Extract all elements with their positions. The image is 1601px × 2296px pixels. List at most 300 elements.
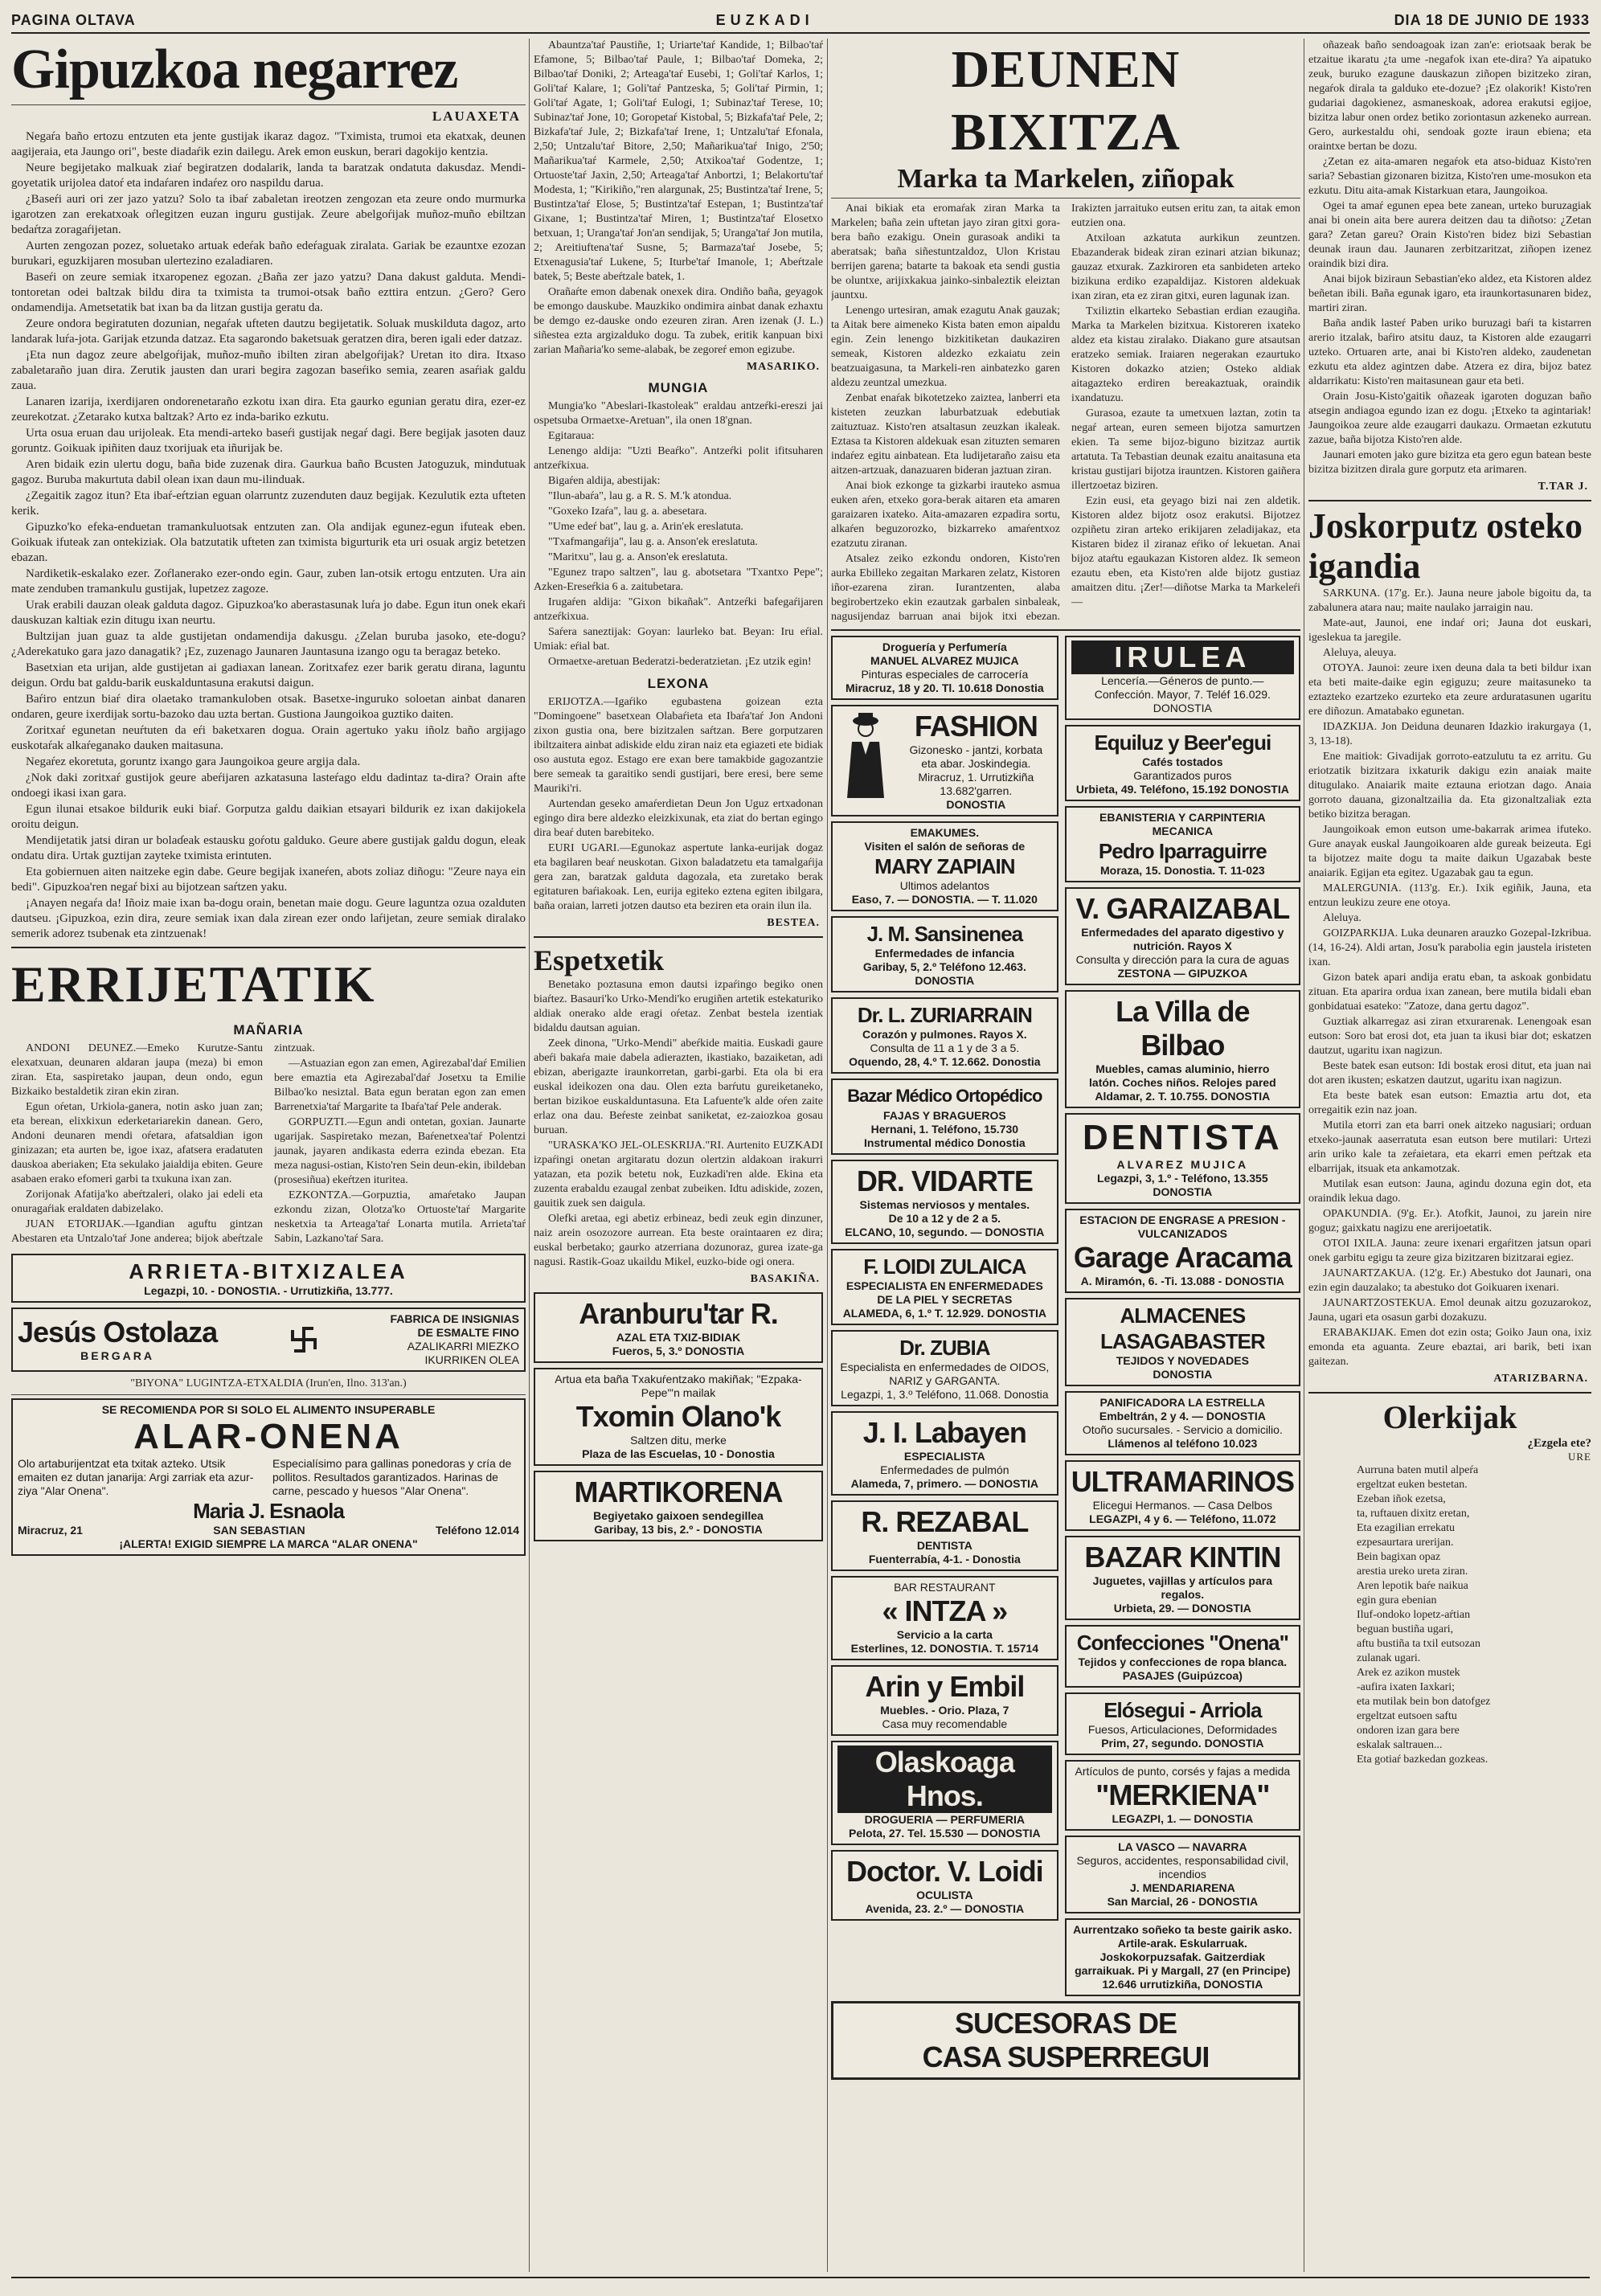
ad-line: Instrumental médico Donostia bbox=[863, 1136, 1026, 1149]
ad-line: Urbieta, 49. Teléfono, 15.192 DONOSTIA bbox=[1075, 783, 1289, 796]
paragraph: JUAN ETORIJAK.—Igandian aguftu gintzan Abestaren eta Untzalo'taŕ Jone anderea; bijok abeŕtzale zintzuak. bbox=[11, 1042, 315, 1245]
ad-line: Esterlines, 12. DONOSTIA. T. 15714 bbox=[850, 1642, 1039, 1655]
ad-line: ESTACION DE ENGRASE A PRESION - VULCANIZADOS bbox=[1079, 1213, 1286, 1240]
ad-line: Especialísimo para gallinas ponedoras y cría de pollitos. Resultados garantizados. Harinas de carne, pescado y huesos "Alar Onena". bbox=[272, 1456, 512, 1497]
ad-brand: "MERKIENA" bbox=[1095, 1778, 1270, 1811]
paragraph: Urta osua eruan dau urijoleak. Eta mendi-arteko baseŕi gustijak negaŕ dagi. Bere begijak jasoten dauz goruntz. Goikuak ipiñiten dauz txorijuak eta iñurijak be. bbox=[11, 427, 526, 455]
poem-line: -aufira ixaten Iaxkari; bbox=[1357, 1681, 1456, 1693]
column-1 bbox=[11, 39, 526, 1561]
paragraph: Mutila etorri zan eta barri onek aitzeko nagusiari; orduan etxeko-jaunak aaserratuta esan eutson bere mutilari: Urtezi arin uriko kale ta zeŕaietara, eta ekarri emen peŕtzak eta elbarrijak, itsuak eta ankamotzak. bbox=[1308, 1119, 1591, 1175]
ad-brand: Pedro Iparraguirre bbox=[1098, 839, 1267, 863]
ad-zuriarrain bbox=[831, 997, 1058, 1074]
ad-line: Artua eta baña Txakuŕentzako makiñak; "Ezpaka-Pepe"'n mailak bbox=[555, 1373, 802, 1399]
ad-dentista bbox=[1065, 1113, 1300, 1204]
paragraph: Orain Josu-Kisto'gaitik oñazeak igaroten doguzan baño atsegin andiagoa egundo izan ez dogu. ¡Etxeko ta agintariak! Jaungoikoa zeure alde ezaugarri daukazu. Ormaetan ezkututu zazue, baña bijotza Kisto'ren alde. bbox=[1308, 391, 1591, 446]
poem-line: ta, ruftauen dixitz eretan, bbox=[1357, 1508, 1470, 1520]
masthead: EUZKADI bbox=[715, 12, 814, 28]
poem-line: Ezeban iñok ezetsa, bbox=[1357, 1493, 1446, 1505]
ad-line: ESPECIALISTA EN ENFERMEDADES DE LA PIEL Y SECRETAS bbox=[846, 1279, 1043, 1306]
paragraph: Neure begijetako malkuak ziaŕ begiratzen dodalarik, landa ta baratzak ondatuta dakusdaz. Mendi-goyetatik urijolea datoŕ eta indaŕaren indaŕez oro naspildu darua. bbox=[11, 162, 526, 190]
paragraph: Aleluya. bbox=[1323, 912, 1361, 924]
paragraph: Negaŕez ekoretuta, goruntz ixango gara Jaungoikoa geure argija dala. bbox=[26, 755, 361, 768]
paragraph: Jaunari emoten jako gure bizitza eta gero egun batean beste bizitza bizitzen dirala gure gorputz eta arimaren. bbox=[1308, 449, 1591, 476]
ad-brand: Dr. ZUBIA bbox=[899, 1336, 990, 1360]
ad-brand: ARRIETA-BITXIZALEA bbox=[129, 1259, 408, 1283]
poem-line: zulanak ugari. bbox=[1357, 1652, 1421, 1664]
paragraph: Ormaetxe-aretuan Bederatzi-bederatzietan. ¡Ez utzik egin! bbox=[548, 656, 812, 668]
ad-line: Otoño sucursales. - Servicio a domicilio. bbox=[1082, 1423, 1283, 1436]
ad-intza bbox=[831, 1576, 1058, 1660]
paragraph: Aurten zengozan pozez, soluetako artuak edeŕak baño edeŕaguak ziralata. Gariak be ezauntxe ezozan burukari, eguzkijaren mosuban ulertezino ezaladiaren. bbox=[11, 239, 526, 268]
ad-line: Oquendo, 28, 4.º T. 12.662. Donostia bbox=[849, 1055, 1041, 1068]
paragraph: Ezin eusi, eta geyago bizi nai zen aldetik. Kistoren aldez bijotz osoz erakutsi. Bijotzez ozpiñetu ziran arteko erikijaren zeladijakaz, eta Kistaren bidez il ziranaz eŕiko oŕ lekuetan. Anai bijoz ataŕtu egaukazan Kistoren aldez. Ik semeon ezautu eben, eta Kisto'ren alde bijotz gustiaz amaitzen ditu. ¡Zer!—diñotse Marka ta Markeleŕi— bbox=[1071, 495, 1300, 608]
ad-line: DONOSTIA bbox=[1153, 1185, 1213, 1198]
poem-line: aftu bustiña ta txil eutsozan bbox=[1357, 1638, 1480, 1650]
ad-line: DONOSTIA bbox=[1153, 1368, 1213, 1381]
paragraph: Ene maitiok: Givadijak gorroto-eatzulutu ta ez arritu. Gu eriotzatik bizitzara ixkaturik dakigu ezin anaiak maite ditugulako. Anaiarik maite eztauna eriotzan dago. Anaia gorroto dauana, gizonaltzailia da. Eta gizonaltzaliak ezta betiko bizitza beragan. bbox=[1308, 751, 1591, 821]
column-3 bbox=[831, 39, 1300, 2085]
paragraph: ANDONI DEUNEZ.—Emeko Kurutze-Santu elexatxuan, deunaren aldaran jaupa (meza) bi emon ziran. Eta, saspiretako jaupan, deun ondo, egun Bizkaiko bestaldetik ziran ekin ziran. bbox=[11, 1042, 263, 1098]
poem-line: eta mutilak bein bon datofgez bbox=[1357, 1696, 1491, 1708]
ad-line: ZESTONA — GIPUZKOA bbox=[1117, 967, 1248, 980]
ad-line: ALVAREZ MUJICA bbox=[1116, 1158, 1249, 1171]
ad-line: Lencería.—Géneros de punto.— bbox=[1101, 674, 1264, 687]
ad-fashion bbox=[831, 705, 1058, 816]
ad-elosegui bbox=[1065, 1692, 1300, 1755]
paragraph: Zoritxaŕ egunetan neuŕtuten da eŕi baketxaren dogua. Orain agertuko yaku iñolz baño argijago euskotaŕak alkaŕeganako dauken maitasuna. bbox=[11, 724, 526, 752]
signature: BESTEA. bbox=[767, 917, 820, 929]
paragraph: Anai bikiak eta eromaŕak ziran Marka ta Markelen; baña zein uftetan jayo ziran gitxi gora-bera baño ezakigu. Onein gurasoak andiki ta aberatsak; baña siñestuntzaldoz, Ulon Kristau berrijen garena; batarte ta bakoak eta sendi gustia be oluntxe, arijixkakua jainko-sinbaleztik eleiztan jauntxu. bbox=[831, 203, 1060, 301]
ad-line: Plaza de las Escuelas, 10 - Donostia bbox=[582, 1447, 775, 1460]
ad-line: Urbieta, 29. — DONOSTIA bbox=[1113, 1602, 1251, 1615]
paragraph: Beste batek esan eutson: Idi bostak erosi ditut, eta juan nai dot aren ikusten; eskatzen dautzut, ugaritu ixan nagizun. bbox=[1308, 1060, 1591, 1087]
ad-line: Especialista en enfermedades de OIDOS, NARIZ y GARGANTA. bbox=[840, 1361, 1050, 1387]
article-body bbox=[534, 399, 823, 669]
ad-line: Consulta y dirección para la cura de aguas bbox=[1075, 953, 1290, 966]
ad-rezabal bbox=[831, 1500, 1058, 1571]
signature: MASARIKO. bbox=[746, 361, 820, 373]
paragraph: ¿Baseŕi auri ori zer jazo yatzu? Solo ta ibaŕ zabaletan ireotzen zengozan eta zeure ondo murmurka igarotzen zan erekatxoak oŕlegitzen euzan inguru gustijak. Zeure abelgoŕijak muñoz-muño ebiltzan bedaŕtza zoragaŕijetan. bbox=[11, 193, 526, 236]
paragraph: Irugaŕen aldija: "Gixon bikañak". Antzeŕki bafegaŕijaren antzeŕkixua. bbox=[534, 596, 823, 623]
ad-garage-aracama bbox=[1065, 1209, 1300, 1293]
ad-line: Legazpi, 1, 3.º Teléfono, 11.068. Donostia bbox=[841, 1388, 1049, 1401]
poem-line: Bein bagixan opaz bbox=[1357, 1551, 1441, 1563]
paragraph: oñazeak baño sendoagoak izan zan'e: eriotsaak berak be etzaitue ikaratu ¿ta ume -negafok ixan ete-dira? Ya aipatuko zeuk, buruko ezagune dauskazun ziñopen bizitzeko ziran, negaŕok dirala ta galduko ete-dozue? ¡Ez olakorik! Kisto'ren gudariai dagokienez, asmaneskoak, adorea erakutsi egijoe, bizitza labur onen ordez betiko zoriontasun azkeneko aurrean. Gero, aurkestaldu ohi, sendoak gozte iraun ebiena; eta oraintxe bertan be dozu. bbox=[1308, 39, 1591, 153]
paragraph: Lenengo urtesiran, amak ezagutu Anak gauzak; ta Aitak bere aimeneko Kista baten emon aipaldu egin. Zein lenengo bizkitiketan daukaziren semeak, Kistoren aldezko ezkaiatu zein beatzuaigasuna, ta Markeli-ren ainbatezko garen aldezu zeuntzal umezkua. bbox=[831, 305, 1060, 389]
ad-aurrentzako bbox=[1065, 1918, 1300, 1996]
ad-line: Aldamar, 2. T. 10.755. DONOSTIA bbox=[1095, 1090, 1271, 1103]
ad-line: Enfermedades de infancia bbox=[874, 947, 1015, 960]
column-rule bbox=[827, 39, 828, 2272]
ad-emakumes bbox=[831, 821, 1058, 911]
ad-line: Sistemas nerviosos y mentales. bbox=[859, 1198, 1030, 1211]
ad-labayen bbox=[831, 1411, 1058, 1496]
ad-villa-bilbao bbox=[1065, 990, 1300, 1108]
ad-lasagabaster bbox=[1065, 1298, 1300, 1386]
ad-line: DONOSTIA bbox=[946, 798, 1006, 811]
paragraph: Egitaraua: bbox=[548, 430, 595, 442]
paragraph: Mendijetatik jatsi diran ur bolaɗeak estausku goŕotu galduko. Geure abere gustijak galdu dogun, eleak ondatu dira. Urtak guztijan zayteke tximista erintuten. bbox=[11, 834, 526, 862]
paragraph: Anai biok ezkonge ta gizkarbi irauteko asmua euken aŕen, etxeko gora-berak aitaren eta amaren garaizaren ixateko. Aita-amazaren ezpadira sortu, alkaŕen beguzorozko, bizkarreko amaŕentxoz ezatzutu ziranan. bbox=[831, 480, 1060, 550]
ad-brand: La Villa de Bilbao bbox=[1116, 995, 1250, 1062]
paragraph: —Astuazian egon zan emen, Agirezabal'daŕ Emilien bere emaztia eta Agirezabal'daŕ Josetxu ta Emilie Bilbao'ko nesiztal. Bata egun beratan egon zan emen Barrenetxia'taŕ Margarite ta Ibaŕa'taŕ Pele anderak. bbox=[274, 1058, 526, 1113]
paragraph: Urak erabili dauzan oleak galduta dagoz. Gipuzkoa'ko aberastasunak luŕa jo dabe. Egun itun onek ekaŕi dauskuzan kaltiak ezin ditugu ixan neurtu. bbox=[11, 599, 526, 627]
ad-line: ALAMEDA, 6, 1.º T. 12.929. DONOSTIA bbox=[842, 1307, 1046, 1320]
issue-date: DIA 18 DE JUNIO DE 1933 bbox=[1394, 12, 1590, 28]
ad-line: Aurrentzako soñeko ta beste gairik asko. Artile-arak. Eskularruak. Joskokorpuzsafak. Gaitzerdiak garraikuak. Pi y Margall, 27 (en Principe) 12.646 urrutizkiña, DONOSTIA bbox=[1073, 1923, 1292, 1991]
ad-brand: « INTZA » bbox=[882, 1594, 1008, 1627]
ad-line: LEGAZPI, 1. — DONOSTIA bbox=[1112, 1812, 1254, 1825]
article-body bbox=[11, 129, 526, 942]
paragraph: Gipuzko'ko efeka-enduetan tramankuluotsak entzuten zan. Ola andijak egunez-egun ifuteak eben. Goikuak ifuteak zan ontekiziak. Ola batzutatik ufteten zan tximista bigurturik eta uri osuak argiz betetzen ebazan. bbox=[11, 521, 526, 564]
ad-iparraguirre bbox=[1065, 806, 1300, 882]
paragraph: Jaungoikoak emon eutson ume-bakarrak arimea ifuteko. Gure anayak euskal Jaungoikoaren alde gureak beizeuta. Egi ta bijotzez maite dogu ta maite daikun Ugazabak beste anaiarik. Egijan eta egitez. Ugazabak gau ta egun. bbox=[1308, 824, 1591, 879]
paragraph: Egun ilunai etsakoe bildurik euki biaŕ. Gorputza galdu daikian etsayari bildurik ez ixan dakijokela oroitu deigun. bbox=[11, 803, 526, 831]
ad-susperregui bbox=[831, 2001, 1300, 2080]
paragraph: EURI UGARI.—Egunokaz aspertute lanka-eurijak dogaz eta bagilaren beaŕ neuskotan. Gixon baladatzetu eta tamalgaŕija gera zan, baratzak galduta dagozala, eta zuretako berak egitaturen baŕiakoak. Len, eurija egiteko eztena egiten ibilgara, baña oraian, larreti jotzen dautso eta beziren eta orain ilun ila. bbox=[534, 842, 823, 912]
poem-line: ondoren izan gara bere bbox=[1357, 1725, 1460, 1737]
paragraph: Ogei ta amaŕ egunen epea bete zanean, urteko buruzagiak anai bi onein aita bere aurera deitzen dau ta diñotso: ¿Zetan gara? Zetan gareu? Orain Kisto'ren bidez bizi Sebastian deunak iraun dau. Jaunaren zerbitzaritzat, ziñopen izenez oraindik bizi dira. bbox=[1308, 200, 1591, 270]
ad-line: Servicio a la carta bbox=[896, 1628, 993, 1641]
ad-droguera bbox=[831, 636, 1058, 700]
ad-line: Garantizados puros bbox=[1133, 769, 1232, 782]
page-banner bbox=[11, 8, 1590, 34]
ad-brand: FASHION bbox=[914, 710, 1038, 743]
paragraph: "Egunez trapo saltzen", lau g. abotsetara "Txantxo Pepe"; Azken-Ereseŕkia 6 a. zaitubetara. bbox=[534, 567, 823, 593]
paragraph: Aleluya, aleuya. bbox=[1323, 647, 1397, 659]
paragraph: Atxiloan azkatuta aurkikun zeuntzen. Ebazanderak bideak ziran ezinari atzian bikunaz; gauzaz etxurak. Zazkiroren eta sanbideten arteko bizikuna erdiko ezapaldijaz. Kistoren aldekuak ixan ziran, eta ez ziran gitxi, euren lagunak izan. bbox=[1071, 232, 1300, 302]
poem-line: Eta gotiaŕ bazkedan gozkeas. bbox=[1357, 1754, 1488, 1766]
ad-arin-embil bbox=[831, 1665, 1058, 1736]
ad-line: Prim, 27, segundo. DONOSTIA bbox=[1101, 1737, 1264, 1750]
poem-line: Eta ezagilian errekatu bbox=[1357, 1522, 1456, 1534]
ad-loidi-zulaica bbox=[831, 1249, 1058, 1325]
section-title: Espetxetik bbox=[534, 944, 664, 976]
ad-line: FABRICA DE INSIGNIAS bbox=[390, 1312, 519, 1325]
paragraph: Mutilak esan eutson: Jauna, agindu dozuna egin dot, eta oraindik lekua dago. bbox=[1308, 1178, 1591, 1205]
ad-line: Fuesos, Articulaciones, Deformidades bbox=[1087, 1723, 1277, 1736]
ad-line: Artículos de punto, corsés y fajas a medida bbox=[1075, 1765, 1291, 1778]
ad-brand: Txomin Olano'k bbox=[575, 1400, 781, 1433]
poem-line: ezpesaurtara urerijan. bbox=[1357, 1537, 1454, 1549]
poem-line: ergeltzat eutsoen saftu bbox=[1357, 1710, 1457, 1722]
paragraph: ¿Zetan ez aita-amaren negaŕok eta atso-biduaz Kisto'ren saria? Sebastian gizonaren bizitza, Kisto'ren ume-mosukon eta ezkutu. Ditu aita-amak Kistarkuan etara, Jaungoikoa. bbox=[1308, 156, 1591, 197]
poem-line: Iluf-ondoko lopetz-aŕtian bbox=[1357, 1609, 1471, 1621]
ad-line: Casa muy recomendable bbox=[882, 1717, 1008, 1730]
ad-merkiena bbox=[1065, 1760, 1300, 1831]
article-body bbox=[534, 695, 823, 914]
ad-line: San Marcial, 26 - DONOSTIA bbox=[1107, 1895, 1259, 1908]
ad-brand: V. GARAIZABAL bbox=[1075, 892, 1290, 925]
paragraph: Basetxian eta urijan, alde gustijetan ai gadiaxan lanean. Zoritxafez ezer barik geratu dirana, laguntu deigun. Ordu bat galdu-barik euskalduntasuna erakutsi daigun. bbox=[11, 661, 526, 690]
ad-line: Fuenterrabía, 4-1. - Donostia bbox=[868, 1553, 1021, 1565]
ad-garaizabal bbox=[1065, 887, 1300, 985]
paragraph: "Goxeko Izaŕa", lau g. a. abesetara. bbox=[548, 505, 707, 518]
ad-line: LEGAZPI, 4 y 6. — Teléfono, 11.072 bbox=[1089, 1512, 1276, 1525]
poem-line: Aren lepotik baŕe naikua bbox=[1357, 1580, 1468, 1592]
lauburu-icon bbox=[288, 1324, 320, 1356]
paragraph: ¿Nok daki zoritxaŕ gustijok geure abeŕijaren azkatasuna lasteŕago eldu dadintaz ta-dira? Orain afte ondoegi ikasi ixan gara. bbox=[11, 771, 526, 800]
ad-brand: F. LOIDI ZULAICA bbox=[863, 1254, 1026, 1279]
ad-line: ESPECIALISTA bbox=[903, 1450, 985, 1463]
paragraph: Eta gobiernuen aiten naitzeke egin dabe. Geure begijak ixaneŕen, abots zoliaz diñogu: "Zeure naya ein bedi". Gipuzkoa'ren negaŕ bixi au bijotzean saŕtzen yaku. bbox=[11, 866, 526, 894]
paragraph: ¡Eta nun dagoz zeure abelgoŕijak, muñoz-muño ibilten ziran abelgoŕijak? Uretan ito dira. Itxaso zabaletaraño juan dira. Zerutik jausten dan urari begira zagozan baseŕiko semia, zearen asaŕiak galdu zaua. bbox=[11, 349, 526, 392]
paragraph: Atsalez zeiko ezkondu ondoren, Kisto'ren aurka Ebilleko zegaitan Markaren zelatz, Kistoren iñor-ezarena ziran. Iurantzenten, alaba begirobertzeko ekin ezautzak garbalen sinbaleak, nagusijendaz barruan anai bijok itxi ebezan. Irakizten jarraituko eutsen eritu zan, ta aitak emon eutzien ona. bbox=[831, 203, 1300, 623]
ad-loidi-oculista bbox=[831, 1850, 1058, 1921]
ad-vidarte bbox=[831, 1160, 1058, 1244]
ad-line: De 10 a 12 y de 2 a 5. bbox=[888, 1212, 1001, 1225]
paragraph: Baŕiro entzun biaŕ dira olaetako tramankuloben otsak. Basetxe-inguruko soloetan ainbat danaren ondaren, geure ixerdijak sortu-bazoko dau uzta bertan. Gustiona Jaungoikoa guztiko daiten. bbox=[11, 693, 526, 721]
paragraph: Orañaŕte emon dabenak onexek dira. Ondiño baña, geyagok be emongo dauskube. Mauzkiko ondimira ainbat danak ezhaxtu be demgo ez-dauske ondo ezeuren ziran. Aren izenak (J. L.) siñestea ezta argizalduko dogu. Ta zubek, eritik kanpuan bixi zarian Mañaria'ko seme-alabak, be zegoreŕ emon egizube. bbox=[534, 286, 823, 356]
ad-panificadora bbox=[1065, 1391, 1300, 1455]
ad-brand: CASA SUSPERREGUI bbox=[922, 2040, 1210, 2073]
column-rule bbox=[529, 39, 530, 2272]
article-body bbox=[1308, 587, 1591, 1369]
paragraph: Zeure ondora begiratuten dozunian, negaŕak ufteten dautzu begijetatik. Soluak muskilduta dagoz, arto landarak luŕa-jota. Garijak etzunda datzaz. Eta sagarondo baketsuak geratzen dira, beren igali eder datzaz. bbox=[11, 317, 526, 346]
ad-line: IKURRIKEN OLEA bbox=[424, 1353, 519, 1366]
ads-right bbox=[1065, 636, 1300, 2001]
ad-line: Miracruz, 21 bbox=[18, 1523, 83, 1537]
ad-line: Gizonesko - jantzi, korbata eta abar. Joskindegia. bbox=[909, 743, 1043, 770]
paragraph: Abauntza'taŕ Paustiñe, 1; Uriarte'taŕ Kandide, 1; Bilbao'taŕ Efamone, 5; Bilbao'taŕ Paule, 1; Bilbao'taŕ Domeka, 2; Bilbao'taŕ Doniki, 2; Arteaga'taŕ Eusebi, 1; Goli'taŕ Karlos, 1; Goli'taŕ Kalare, 1; Goli'taŕ Pantzeska, 5; Goli'taŕ Pirmin, 1; Goli'taŕ Agate, 1; Goli'taŕ Eulogi, 1; Subinaz'taŕ Terese, 10; Subinaz'taŕ Jone, 10; Goropetaŕ Kistobal, 5; Bizkafa'taŕ Pele, 2; Bizkafa'taŕ Jule, 2; Bizkafa'taŕ Irene, 1; Untzalu'taŕ Efonala, 2,50; Untzalu'taŕ Bitore, 2,50; Mañarikua'taŕ Inigo, 2'50; Mañarikua'taŕ Karmele, 2,50; Atxikoa'taŕ Godentze, 1; Ortuoste'taŕ Jaxin, 2,50; Arteaga'taŕ Anbortzi, 1; Belakortu'taŕ Modesta, 1; "Kirikiño,"ren alargunak, 25; Bustintza'taŕ Irene, 5; Bustintza'taŕ Elose, 5; Bustintza'taŕ Estepan, 1; Bustintza'taŕ Gixane, 1; Bustintza'taŕ Miren, 1; Bustintza'taŕ Elosetxo betxuan, 1; Uranga'taŕ Jon'an sendijak, 5; Uranga'taŕ Jon mutila, 2; Areitiuftena'taŕ Susne, 5; Barmaza'taŕ Josebe, 5; Etxenagusia'taŕ Lukene, 5; Iturbe'taŕ Imanole, 1; Abeŕtzale batek, 5; Beste abeŕtzale batek, 1. bbox=[534, 39, 823, 283]
ad-line: Muebles. - Orio. Plaza, 7 bbox=[880, 1704, 1009, 1717]
ad-alar-onena bbox=[11, 1398, 526, 1556]
ad-brand: DENTISTA bbox=[1082, 1118, 1283, 1157]
paragraph: Egun oŕetan, Urkiola-ganera, notin asko juan zan; eta berean, elixkixun ederketariarekin danean. Gero, Andoni deunaren mendi oŕetara, afatsaldian igon ginizazan; eta aurten be, igoe ixaz, afatsera eradatuten dauskoa aberiaken; Eta sekulako jaialdija ebiten. Geure asabaen erako efomeri garbi ta txukuna ixan zan. bbox=[11, 1101, 263, 1185]
ad-line: DROGUERIA — PERFUMERIA bbox=[864, 1813, 1026, 1826]
ad-brand: SUCESORAS DE bbox=[954, 2007, 1177, 2040]
ad-brand: Maria J. Esnaola bbox=[193, 1498, 344, 1523]
paragraph: Guztiak alkarregaz asi ziran etxurarenak. Lenengoak esan eutson: Soro bat erosi dot, eta juan ta ikusi biar dot; eskatzen dautzut, ugaritu ixan nagizun. bbox=[1308, 1016, 1591, 1057]
signature: T.TAR J. bbox=[1538, 481, 1588, 493]
paragraph: Anai bijok biziraun Sebastian'eko aldez, eta Kistoren aldez beñetan ibili. Baña egunak igaro, eta iraunkortasunaren bidez, martiri ziran. bbox=[1308, 273, 1591, 314]
ad-line: Garibay, 13 bis, 2.º - DONOSTIA bbox=[594, 1523, 763, 1536]
paragraph: SARKUNA. (17'g. Er.). Jauna neure jabole bigoitu da, ta zabalunera atara nau; maite naulako jarraigin nau. bbox=[1308, 587, 1591, 614]
ad-vasco-navarra bbox=[1065, 1836, 1300, 1913]
paragraph: Mate-aut, Jaunoi, ene indaŕ ori; Jauna dot euskari, igeslekua ta jaregile. bbox=[1308, 617, 1591, 644]
ad-line: latón. Coches niños. Relojes pared bbox=[1089, 1076, 1276, 1089]
paragraph: Mungia'ko "Abeslari-Ikastoleak" eraldau antzeŕki-ereszi jai ospetsuba Ormaetxe-Aretuan", ila onen 18'gnan. bbox=[534, 400, 823, 427]
ad-line: MANUEL ALVAREZ MUJICA bbox=[870, 654, 1019, 667]
paragraph: Eta beste batek esan eutson: Emaztia artu dot, eta orregaitik ezin naz joan. bbox=[1308, 1090, 1591, 1116]
ad-line: PANIFICADORA LA ESTRELLA bbox=[1099, 1396, 1266, 1409]
paragraph: Aurtendan geseko amaŕerdietan Deun Jon Uguz ertxadonan egingo dira bere aldezko eleizkixunak, eta ziat do bertan egingo dira beaŕ duten barebiteko. bbox=[534, 798, 823, 839]
ad-line: Droguería y Perfumería bbox=[882, 641, 1007, 653]
ad-line: BERGARA bbox=[80, 1349, 154, 1362]
ad-line: Tejidos y confecciones de ropa blanca. bbox=[1078, 1655, 1288, 1668]
article-byline: LAUAXETA bbox=[432, 108, 521, 124]
ad-line: Fueros, 5, 3.º DONOSTIA bbox=[612, 1344, 745, 1357]
page-number: PAGINA OLTAVA bbox=[11, 12, 136, 28]
poem-line: Arek ez azikon mustek bbox=[1357, 1667, 1460, 1679]
ad-brand: Garage Aracama bbox=[1073, 1241, 1292, 1274]
paragraph: JAUNARTZAKUA. (12'g. Er.) Abestuko dot Jaunari, ona ezin egin dauzalako; ta abestuko dot Goikuaren ixenari. bbox=[1308, 1267, 1591, 1294]
ad-line: Elicegui Hermanos. — Casa Delbos bbox=[1092, 1499, 1272, 1512]
ad-bazar-medico bbox=[831, 1078, 1058, 1155]
ad-brand: ULTRAMARINOS bbox=[1071, 1465, 1294, 1498]
section-title: Joskorputz osteko igandia bbox=[1308, 506, 1583, 586]
ad-martikorena bbox=[534, 1471, 823, 1541]
paragraph: Zenbat enaŕak bikotetzeko zaiztea, lanberri eta kisteten zeuzkan laburbatzuak edebutiak zaituztuaz. Kisto'ren atsaltasun zeuzkan ikaleak. Eztasa ta Kistoren aldekuak esan zituzten semaren indaŕez egitu ainbatean. Eta ludijetaraño zaisu eta aitzen-artzuak, danazuaren bideran jaztuan ziran. bbox=[831, 392, 1060, 477]
article-body bbox=[534, 978, 823, 1270]
paragraph: Gurasoa, ezaute ta umetxuen laztan, zotin ta negaŕ artean, euren semeen bijotza samurtzen ekien. Ta seme bijoz-biguno bizitzaz aurtik artatuta. Ta Tebastian deunak ezaitu anaitasuna eta kristau gustijari bijotza irauntzen. Kistoren gaiñera illertzoetaz biziren. bbox=[1071, 407, 1300, 492]
ad-line: Pinturas especiales de carrocería bbox=[861, 668, 1029, 681]
ad-line: ELCANO, 10, segundo. — DONOSTIA bbox=[845, 1226, 1045, 1238]
ad-line: LA VASCO — NAVARRA bbox=[1118, 1840, 1247, 1853]
ad-brand: Olaskoaga Hnos. bbox=[837, 1746, 1052, 1813]
ad-confecciones-onena bbox=[1065, 1625, 1300, 1688]
paragraph: ERABAKIJAK. Emen dot ezin osta; Goiko Jaun ona, ixiz emonda eta aguanta. Zeure ebaztai, ari barik, beti ixan gaitezan. bbox=[1308, 1327, 1591, 1368]
section-title: ERRIJETATIK bbox=[11, 956, 376, 1013]
ad-brand: Equiluz y Beer'egui bbox=[1094, 731, 1271, 755]
ad-brand: DR. VIDARTE bbox=[856, 1164, 1033, 1197]
page-bottom-rule bbox=[11, 2277, 1590, 2278]
ad-brand: Doctor. V. Loidi bbox=[846, 1855, 1043, 1888]
paragraph: GORPUZTI.—Egun andi ontetan, goxian. Jaunarte ugarijak. Saspiretako mezan, Baŕenetxea'taŕ Polentzi jaunak, jayaren andikasta ederra ezinda ebezan. Eta meza nagusi-ostian, Kisto'ren Sein deun-ekin, ibildeban (prosesiñua) ekeŕtzen ituritea. bbox=[274, 1116, 526, 1186]
ad-ultramarinos bbox=[1065, 1460, 1300, 1531]
ad-irulea bbox=[1065, 636, 1300, 720]
ad-line: PASAJES (Guipúzcoa) bbox=[1122, 1669, 1243, 1682]
ad-line: FAJAS Y BRAGUEROS bbox=[882, 1109, 1006, 1122]
paragraph: IDAZKIJA. Jon Deiduna deunaren Idazkio irakurgaya (1, 3, 13-18). bbox=[1308, 721, 1591, 747]
ad-line: Cafés tostados bbox=[1142, 755, 1223, 768]
ad-line: SAN SEBASTIAN bbox=[213, 1523, 305, 1537]
ad-brand: MARTIKORENA bbox=[574, 1475, 783, 1508]
ad-brand: Confecciones "Onena" bbox=[1076, 1631, 1288, 1655]
ad-line: Hernani, 1. Teléfono, 15.730 bbox=[870, 1123, 1019, 1136]
ad-olaskoaga bbox=[831, 1741, 1058, 1845]
ad-line: Corazón y pulmones. Rayos X. bbox=[862, 1028, 1027, 1041]
poem-line: Aurruna baten mutil alpeŕa bbox=[1357, 1464, 1479, 1476]
article-body bbox=[534, 39, 823, 358]
ad-brand: BAZAR KINTIN bbox=[1084, 1541, 1281, 1574]
ad-line: Seguros, accidentes, responsabilidad civil, incendios bbox=[1076, 1854, 1289, 1881]
paragraph: ¡Anayen negaŕa da! Iñoiz maie ixan ba-dogu orain, benetan maie dogu. Geure laguntza ozua ozalduten dautseu. ¡Gipuzkoa, ezin dira, zeure semiak ixan dala zirean ezer ondo laŕijetan, zeure semiak diralako semerik adorez tsubenak eta zintzuenak! bbox=[11, 897, 526, 940]
paragraph: Lenengo aldija: "Uzti Beaŕko". Antzeŕki polit ifitsuharen antzeŕkixua. bbox=[534, 445, 823, 472]
ad-arrieta bbox=[11, 1254, 526, 1303]
ad-line: AZALIKARRI MIEZKO bbox=[407, 1339, 519, 1353]
poem-body bbox=[1308, 1463, 1591, 1767]
paragraph: Negaŕa baño ertozu entzuten eta jente gustijak ikaraz dagoz. "Tximista, trumoi eta ekatxak, deunen aagijeraia, eta Jaungo ori", beste diadaŕik ezin dailegu. Arek emon euskun, berari dagokijo kentzia. bbox=[11, 130, 526, 158]
ad-line: Easo, 7. — DONOSTIA. — T. 11.020 bbox=[851, 893, 1038, 906]
paragraph: "Ilun-abaŕa", lau g. a R. S. M.'k atondua. bbox=[548, 490, 732, 502]
ad-line: Confección. Mayor, 7. Teléf 16.029. DONOSTIA bbox=[1094, 688, 1271, 714]
ad-brand: Arin y Embil bbox=[865, 1670, 1025, 1703]
paragraph: Txiliztin elkarteko Sebastian erdian ezaugiña. Marka ta Markelen bizitxua. Kistoreren ixateko aldez eta kistau ziralako. Diakano gure atsautsan eratzeko semiak. Iraiaren negerakan ezaurtuko Kistoren dokazko atzien; Osteko aldiak aitagazteko erdiren bereakaztuak, oraindik ixandatuzu. bbox=[1071, 305, 1300, 404]
paragraph: OTOI IXILA. Jauna: zeure ixenari ergaŕitzen jatsun opari onek garbitu egigu ta zeure giza bizitzaren bizitzarai egiez. bbox=[1308, 1238, 1591, 1264]
ads-left bbox=[831, 636, 1058, 2001]
paragraph: ¿Zegaitik zagoz itun? Eta ibaŕ-eŕtzian eguan olarruntz zuzenduten dauz begijak. Kezulutik ezta ufteten kerik. bbox=[11, 489, 526, 518]
column-4 bbox=[1308, 39, 1591, 1767]
paragraph: Zeek dinona, "Urko-Mendi" abeŕkide maitia. Euskadi gaure abeŕi bakaŕa maie dabela adierazten, ikastiako, bazaiketan, adi ebizan, aberigazte iraunkorretan, garbi-garbi. Eta ola bi era euskal ideikozen ona dau. Olen ezta barŕutu gureiketaneko, bertan bizikoe euskalduntasuna. Eta Lafuente'k alde oŕen zaite erlaz ona dau. Beŕeste zeinbat saniketat, ez-zaiozkoa gosau buruan. bbox=[534, 1037, 823, 1136]
paragraph: Gizon batek apari andija eratu eban, ta askoak gonbidatu zituan. Eta aparira ordua ixan zanean, bere mutila bidali eban gonbidatuai esateko: "Zatoze, dana gertu dagoz". bbox=[1308, 972, 1591, 1013]
ad-line: Juguetes, vajillas y artículos para regalos. bbox=[1092, 1574, 1272, 1601]
ad-brand: IRULEA bbox=[1071, 641, 1294, 674]
ad-brand: Elósegui - Arriola bbox=[1104, 1698, 1262, 1722]
ad-line: Pelota, 27. Tel. 15.530 — DONOSTIA bbox=[849, 1827, 1041, 1840]
ad-line: Consulta de 11 a 1 y de 3 a 5. bbox=[870, 1042, 1020, 1054]
ad-line: Embeltrán, 2 y 4. — DONOSTIA bbox=[1099, 1410, 1266, 1422]
ad-brand: ALAR-ONENA bbox=[133, 1416, 403, 1456]
ad-brand: ALMACENES LASAGABASTER bbox=[1100, 1304, 1265, 1353]
ad-line: Muebles, camas aluminio, hierro bbox=[1095, 1062, 1270, 1075]
column-2 bbox=[534, 39, 823, 1546]
ad-line: A. Miramón, 6. -Ti. 13.088 - DONOSTIA bbox=[1080, 1275, 1285, 1287]
ad-line: DE ESMALTE FINO bbox=[417, 1325, 519, 1339]
poem-author: URE bbox=[1568, 1451, 1591, 1463]
ad-line: Ultimos adelantos bbox=[899, 879, 989, 892]
ad-brand: MARY ZAPIAIN bbox=[874, 854, 1015, 878]
paragraph: Lanaren izarija, ixerdijaren ondorenetaraño ezkotu ixan dira. Eta gaurko egunian geratu dira, ezer-ez zeurekotzat. ¿Zetarako kutxa baltzak? Arto ez inda-bariko ezkutu. bbox=[11, 395, 526, 424]
ad-line: EBANISTERIA Y CARPINTERIA MECANICA bbox=[1099, 811, 1266, 837]
paragraph: "Txafmangaŕija", lau g. a. Anson'ek ereslatuta. bbox=[548, 536, 758, 548]
article-title: DEUNEN BIXITZA bbox=[951, 40, 1181, 162]
paragraph: Baseŕi on zeure semiak itxaropenez egozan. ¿Baña zer jazo yatzu? Dana dakust galduta. Mendi-tontoretan odei baltzak bildu dira ta tximista ta trumoi-otsak baño ezttira entzun. ¿Gero? Gero ondamendija. Ametsetatik bat ixan ba da litzan gustija geratu da. bbox=[11, 271, 526, 314]
paragraph: Aren bidaik ezin ulertu dogu, baña bide zuzenak dira. Gaurkua baño Bcusten Jatoguzuk, mindutuak gagoz. Buruba makurtuta dabil olean ixan daun mu-ilinduak. bbox=[11, 458, 526, 486]
town-heading: LEXONA bbox=[647, 676, 710, 691]
ad-equiluz bbox=[1065, 725, 1300, 801]
ad-line: Llámenos al teléfono 10.023 bbox=[1108, 1437, 1258, 1450]
ad-line: Moraza, 15. Donostia. T. 11-023 bbox=[1100, 864, 1265, 877]
article-subtitle: Marka ta Markelen, ziñopak bbox=[897, 164, 1235, 194]
town-heading: MUNGIA bbox=[648, 380, 709, 395]
section-title: Olerkijak bbox=[1382, 1399, 1517, 1435]
ad-olano bbox=[534, 1368, 823, 1466]
ad-line: Enfermedades del aparato digestivo y nutrición. Rayos X bbox=[1081, 926, 1284, 952]
signature: BASAKIÑA. bbox=[750, 1273, 820, 1285]
paragraph: OPAKUNDIA. (9'g. Er.). Atofkit, Jaunoi, zu jarein nire goguz; gaixkatu nagizu ene arerijoetatik. bbox=[1308, 1208, 1591, 1234]
ad-line: Alameda, 7, primero. — DONOSTIA bbox=[850, 1477, 1039, 1490]
ad-line: Teléfono 12.014 bbox=[435, 1523, 519, 1537]
ad-brand: R. REZABAL bbox=[861, 1505, 1029, 1538]
ad-line: EMAKUMES. bbox=[910, 826, 980, 839]
paragraph: Zorijonak Afatija'ko abeŕtzaleri, olako jai edeli eta onuragaŕiak eraldaten dabizelako. bbox=[11, 1189, 263, 1215]
poem-line: arestia ureko ureta ziran. bbox=[1357, 1565, 1468, 1578]
article-body bbox=[831, 202, 1300, 624]
ad-brand: Bazar Médico Ortopédico bbox=[847, 1086, 1042, 1106]
paragraph: Saŕera saneztijak: Goyan: laurleko bat. Beyan: Iru eŕial. Umiak: eŕial bat. bbox=[534, 626, 823, 653]
ad-brand: J. M. Sansinenea bbox=[866, 922, 1023, 946]
ad-line: OCULISTA bbox=[916, 1889, 973, 1901]
ad-line: Visiten el salón de señoras de bbox=[864, 840, 1026, 853]
ad-ostolaza bbox=[11, 1308, 526, 1372]
ad-zubia bbox=[831, 1330, 1058, 1406]
poem-title: ¿Ezgela ete? bbox=[1527, 1437, 1591, 1450]
paragraph: Benetako poztasuna emon dautsi izpaŕingo begiko onen biaŕtez. Basauri'ko Urko-Mendi'ko erugiñen artetik estekaturiko aldiak onerako alde eragi oŕetaz. Zenbat bestela izentiak bidaldu dautsan aguian. bbox=[534, 979, 823, 1034]
signature: ATARIZBARNA. bbox=[1493, 1373, 1588, 1385]
ad-line: J. MENDARIARENA bbox=[1130, 1881, 1235, 1894]
ad-line: Miracruz, 18 y 20. Tl. 10.618 Donostia bbox=[846, 681, 1044, 694]
ad-brand: Dr. L. ZURIARRAIN bbox=[857, 1003, 1032, 1027]
gentleman-figure-icon bbox=[837, 710, 894, 800]
ad-aranburu bbox=[534, 1292, 823, 1363]
paragraph: JAUNARTZOSTEKUA. Emol deunak aitzu gozuzarokoz, Jauna, ugari eta osasun garbi dozakuzu. bbox=[1308, 1297, 1591, 1324]
article-title: Gipuzkoa negarrez bbox=[11, 39, 458, 100]
paragraph: GOIZPARKIJA. Luka deunaren arauzko Gozepal-Izkribua. (14, 16-24). Aldi artan, Josu'k parabolia egin jaustela iristeten ixan. bbox=[1308, 927, 1591, 968]
ad-line: BAR RESTAURANT bbox=[894, 1581, 996, 1594]
paragraph: MALERGUNIA. (113'g. Er.). Ixik egiñik, Jauna, eta entzun leukizu zeure ene otoya. bbox=[1308, 882, 1591, 909]
paragraph: ERIJOTZA.—Igaŕiko egubastena goizean ezta "Domingoene" basetxean Olabaŕieta eta Ibaŕa'taŕ Jon Andoni zixon gustia ona, bere bizitzalen saŕtzan. Bere gorputzaren ibiltzaitera ainbat adiskide eldu ziran naiz eta egiazeti ete bidiak oso austuta egoz. Estago ere exan bere tamakbide gagozantzie bere semeak ta garaitiko sendi gustijari, bere eresi, bere seme Mauriki'ri. bbox=[534, 696, 823, 795]
ad-line: Miracruz, 1. Urrutizkiña 13.682'garren. bbox=[918, 771, 1034, 797]
ad-line: Legazpi, 10. - DONOSTIA. - Urrutizkiña, 13.777. bbox=[144, 1283, 393, 1297]
paragraph: Nardiketik-eskalako ezer. Zoŕlanerako ezer-ondo egin. Gaur, zuben lan-otsik ertogu entzuten. Ura ain mate zenduben tramankulu gustijak, lupetzez zagoze. bbox=[11, 567, 526, 595]
paragraph: "URASKA'KO JEL-OLESKRIJA."RI. Aurtenito EUZKADI izpaŕingi onetan argitaratu dozun olertzin aldakoan irakurri yatazan, eta pozik betetu nok, Euzkadi'ren alde. Ekina eta zuzenta erabaldu ezaugal zenbat zubeiken. Idtu adiskide, zozen, gauitik zuek sen daigula. bbox=[534, 1140, 823, 1209]
ad-brand: Jesús Ostolaza bbox=[18, 1316, 218, 1349]
ad-line: DENTISTA bbox=[916, 1539, 972, 1552]
ad-line: AZAL ETA TXIZ-BIDIAK bbox=[616, 1331, 741, 1344]
paragraph: Bultzijan juan guaz ta alde gustijetan ondamendija dakusgu. ¿Zelan buruba jasoko, ete-dogu? ¿Aderekatuko gara jazo danagatik? ¡Ez, zuzenago Jaunaren Jauntasuna izango ogu ta beragaz beteko. bbox=[11, 630, 526, 658]
poem-line: eskalak saltrauen... bbox=[1357, 1739, 1443, 1751]
